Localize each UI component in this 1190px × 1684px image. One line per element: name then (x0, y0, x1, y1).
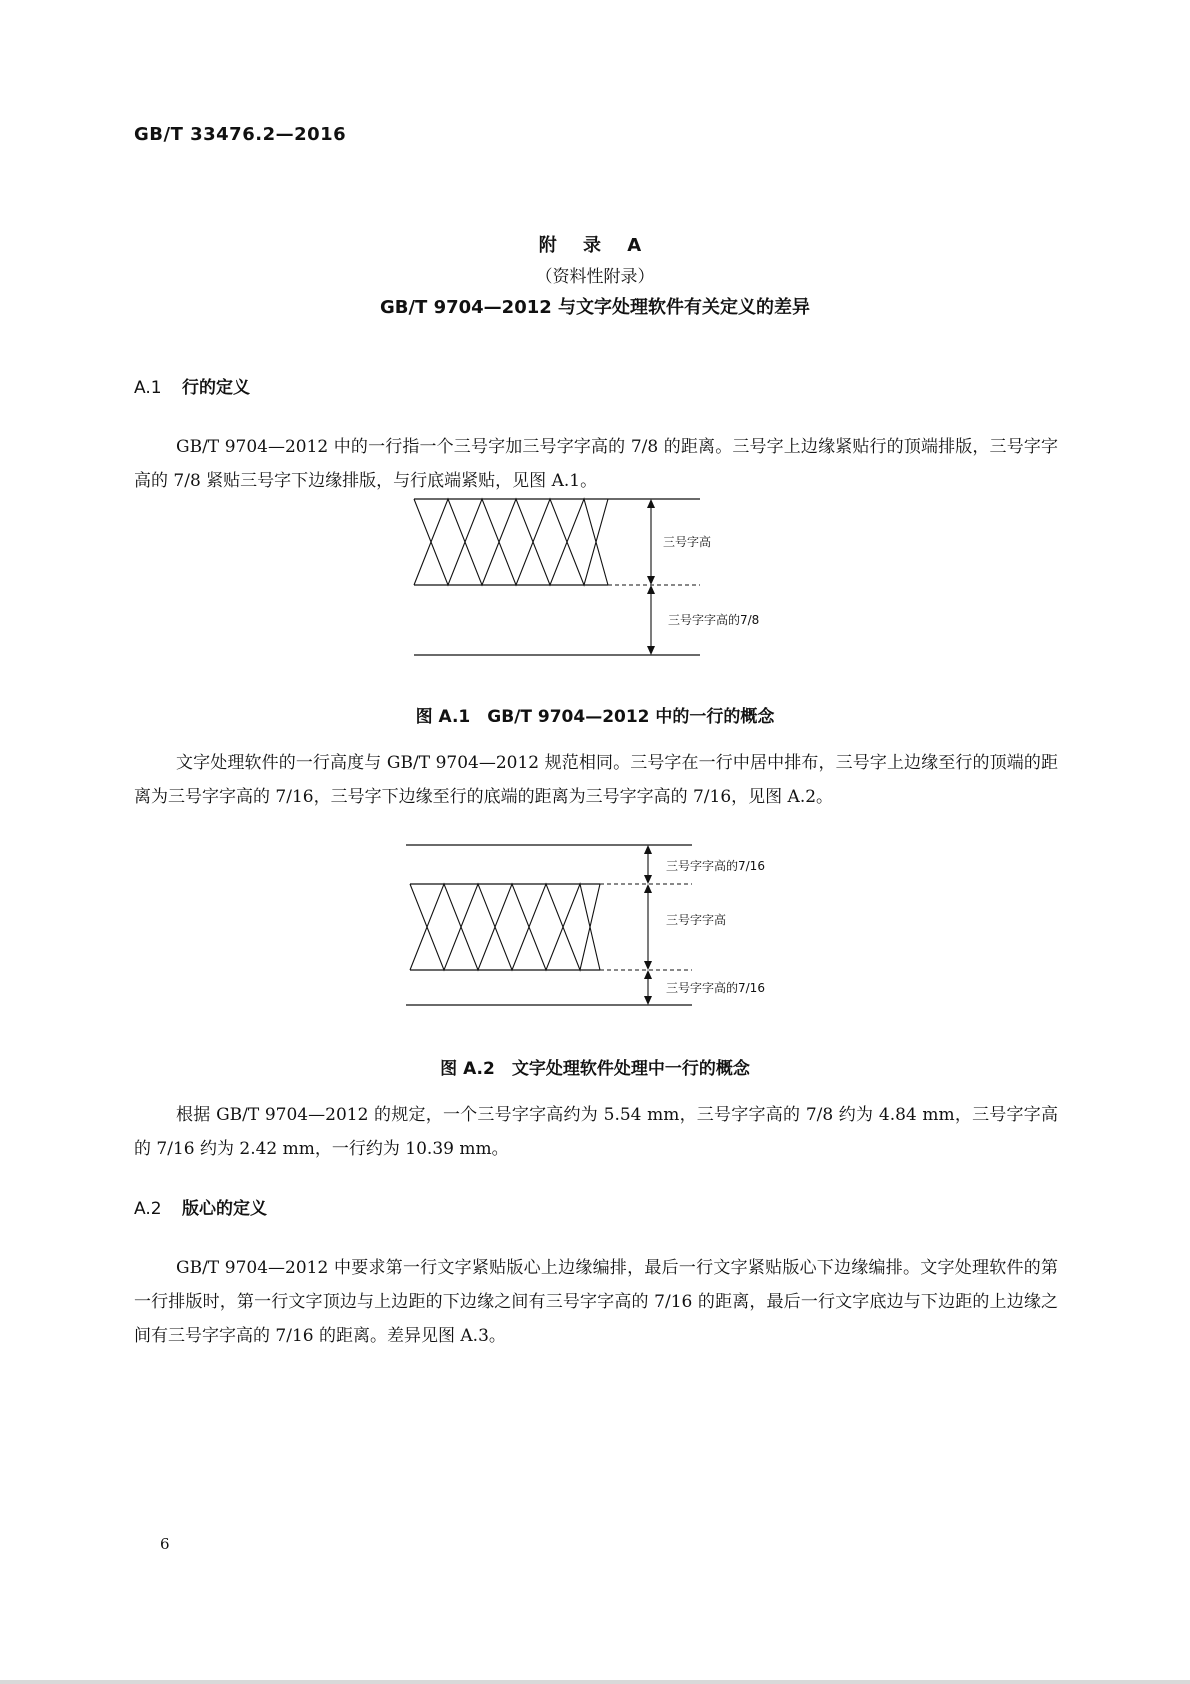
figure-a1-caption: 图 A.1 GB/T 9704—2012 中的一行的概念 (415, 707, 775, 727)
annex-subtitle: （资料性附录） (535, 267, 655, 287)
section-number: A.2 (134, 1199, 162, 1219)
fig1-label-top: 三号字高 (663, 535, 712, 549)
figure-a2-diagram (400, 843, 820, 1011)
section-a2-heading (134, 1194, 267, 1219)
section-title: 行的定义 (182, 378, 250, 398)
section-a1-heading (134, 373, 250, 398)
x-pattern (410, 884, 600, 970)
fig2-label-middle: 三号字字高 (666, 913, 727, 927)
document-code: GB/T 33476.2—2016 (134, 124, 347, 145)
paragraph-a1-3: 根据 GB/T 9704—2012 的规定，一个三号字字高约为 5.54 mm，三号字字高的 7/8 约为 4.84 mm，三号字字高的 7/16 约为 2.42 mm，一行约为 10.39 mm。 (134, 1105, 1058, 1159)
x-pattern (414, 499, 608, 585)
figure-a1-diagram (400, 496, 800, 662)
fig2-label-bottom: 三号字字高的7/16 (666, 981, 765, 995)
paragraph-a1-1: GB/T 9704—2012 中的一行指一个三号字加三号字字高的 7/8 的距离。三号字上边缘紧贴行的顶端排版，三号字字高的 7/8 紧贴三号字下边缘排版，与行底端紧贴，见图 A.1。 (134, 437, 1058, 491)
section-title: 版心的定义 (182, 1199, 267, 1219)
annex-title: 附 录 A (538, 235, 652, 256)
page-bottom-edge (0, 1680, 1190, 1684)
paragraph-a2-1: GB/T 9704—2012 中要求第一行文字紧贴版心上边缘编排，最后一行文字紧贴版心下边缘编排。文字处理软件的第一行排版时，第一行文字顶边与上边距的下边缘之间有三号字字高的 7/16 的距离，最后一行文字底边与下边距的上边缘之间有三号字字高的 7/16 的距离。差异见图 A.3。 (134, 1258, 1058, 1346)
fig2-label-top: 三号字字高的7/16 (666, 859, 765, 873)
section-number: A.1 (134, 378, 162, 398)
annex-heading: GB/T 9704—2012 与文字处理软件有关定义的差异 (379, 297, 811, 318)
page-number: 6 (160, 1535, 170, 1553)
fig1-label-bottom: 三号字字高的7/8 (668, 613, 760, 627)
paragraph-a1-2: 文字处理软件的一行高度与 GB/T 9704—2012 规范相同。三号字在一行中居中排布，三号字上边缘至行的顶端的距离为三号字字高的 7/16，三号字下边缘至行的底端的距离为三号字字高的 7/16，见图 A.2。 (134, 753, 1058, 807)
figure-a2-caption: 图 A.2 文字处理软件处理中一行的概念 (440, 1059, 750, 1079)
